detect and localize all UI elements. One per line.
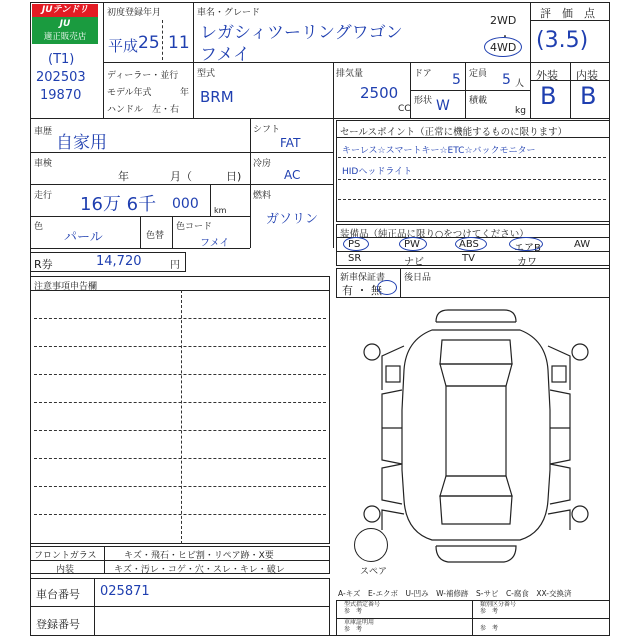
reg-label: 登録番号 — [36, 618, 80, 631]
meta-num1: 202503 — [36, 70, 86, 85]
note2-label: 参 考 — [480, 625, 499, 632]
handle-label: ハンドル 左・右 — [107, 105, 180, 115]
model-year-unit: 年 — [180, 88, 190, 98]
equip-abs: ABS — [459, 239, 479, 250]
color-label: 色 — [34, 222, 44, 232]
car-name-label: 車名・グレード — [197, 8, 261, 18]
mileage-extra: 000 — [172, 196, 199, 212]
damage-legend: A-キズ E-エクボ U-凹み W-補修跡 S-サビ C-腐食 XX-交換済 — [338, 589, 572, 598]
ju-logo — [32, 4, 98, 44]
meta-code: (T1) — [48, 52, 75, 67]
drive-4wd-circle — [484, 37, 522, 57]
equip-airbag-circle — [509, 237, 543, 251]
return-label: 後日品 — [404, 273, 432, 283]
warranty-none-circle — [377, 280, 397, 295]
color-change-label: 色替 — [146, 231, 165, 241]
shaken-label: 車検 — [34, 159, 53, 169]
equip-leather: カワ — [517, 257, 537, 268]
spare-label: スペア — [360, 567, 388, 577]
type-value: BRM — [200, 88, 234, 106]
ext-label: 外装 — [536, 69, 558, 82]
shift-label: シフト — [253, 125, 281, 135]
shape-label: 形状 — [414, 96, 433, 106]
first-reg-era: 平成 — [108, 37, 139, 55]
drive-2wd: 2WD — [490, 14, 517, 27]
spare-tire-circle — [354, 528, 388, 562]
equip-sr: SR — [348, 253, 362, 264]
capacity-label: 定員 — [469, 69, 488, 79]
km-unit: km — [214, 206, 227, 215]
dealer-label: ディーラー・並行 — [107, 71, 179, 81]
chassis-value: 025871 — [100, 584, 150, 599]
drive-4wd: 4WD — [490, 41, 517, 54]
recycle-value: 14,720 — [96, 254, 142, 269]
car-name: レガシィツーリングワゴン — [200, 23, 403, 43]
model-year-label: モデル年式 — [107, 88, 152, 98]
fuel-label: 燃料 — [253, 191, 272, 201]
cc-unit: CC — [398, 104, 411, 114]
ac-label: 冷房 — [253, 159, 272, 169]
drive-dot: ・ — [500, 32, 510, 43]
usage-label: 車歴 — [34, 127, 53, 137]
ac-value: AC — [284, 168, 301, 182]
equip-airbag: エアB — [514, 243, 541, 254]
equipment-title: 装備品（純正品に限り○をつけてください） — [340, 229, 529, 240]
logo-brand: JUテンドリ — [32, 4, 98, 17]
equip-tv: TV — [462, 253, 475, 264]
recycle-label: R券 — [34, 258, 53, 271]
shape-value: W — [436, 98, 450, 114]
load-label: 積載 — [469, 96, 488, 106]
capacity-value: 5 — [502, 72, 511, 88]
warranty-value: 有 ・ 無 — [342, 284, 382, 297]
color-value: パール — [64, 230, 103, 245]
door-label: ドア — [414, 69, 432, 79]
displacement-value: 2500 — [360, 84, 399, 102]
cert-label: 型式指定番号 参 考 — [344, 601, 381, 615]
meta-num2: 19870 — [40, 88, 82, 103]
warranty-label: 新車保証書 — [340, 273, 386, 283]
door-value: 5 — [452, 72, 461, 88]
recycle-unit: 円 — [170, 260, 180, 271]
shift-value: FAT — [280, 136, 301, 150]
usage-value: 自家用 — [56, 133, 107, 153]
shaken-year: 年 — [118, 170, 129, 183]
car-grade: フメイ — [200, 45, 250, 65]
mileage-value: 16万 6千 — [80, 194, 157, 215]
shaken-day: 日) — [226, 170, 242, 183]
ext-score: B — [540, 82, 557, 110]
interior-label: 内装 — [56, 565, 75, 575]
first-reg-label: 初度登録年月 — [107, 8, 162, 18]
equip-pw: PW — [404, 239, 420, 250]
color-code-value: フメイ — [200, 238, 230, 249]
sales-line1: キーレス☆スマートキー☆ETC☆バックモニター — [342, 146, 536, 156]
sales-points-title: セールスポイント（正常に機能するものに限ります） — [340, 127, 568, 138]
front-glass-text: キズ・飛石・ヒビ割・リペア跡・X要 — [124, 551, 274, 561]
capacity-unit: 人 — [515, 79, 525, 89]
shaken-month: 月（ — [170, 170, 192, 183]
first-reg-month: 11 — [168, 33, 190, 53]
notes-box — [30, 276, 330, 544]
garage-cert-label: 車庫証明用 参 考 — [344, 619, 375, 633]
int-label: 内装 — [576, 69, 598, 82]
front-glass-label: フロントガラス — [34, 551, 97, 561]
type-label: 型式 — [197, 69, 216, 79]
equip-ps: PS — [348, 239, 361, 250]
chassis-label: 車台番号 — [36, 588, 80, 601]
eval-score: (3.5) — [536, 28, 589, 53]
kg-unit: kg — [515, 106, 526, 116]
equip-navi: ナビ — [404, 257, 424, 268]
car-diagram — [346, 300, 606, 568]
first-reg-year: 25 — [138, 33, 160, 53]
sales-line2: HIDヘッドライト — [342, 167, 413, 177]
mileage-label: 走行 — [34, 191, 53, 201]
equip-abs-circle — [455, 237, 487, 251]
color-code-label: 色コード — [176, 222, 213, 232]
equip-pw-circle — [399, 237, 427, 251]
displacement-label: 排気量 — [336, 69, 364, 79]
class-label: 類別区分番号 参 考 — [480, 601, 517, 615]
equip-aw: AW — [574, 239, 591, 250]
interior-text: キズ・汚レ・コゲ・穴・スレ・キレ・破レ — [114, 565, 285, 575]
logo-sub: 適正販売店 — [32, 31, 98, 44]
eval-label: 評 価 点 — [540, 7, 595, 20]
fuel-value: ガソリン — [266, 212, 319, 227]
equip-ps-circle — [343, 237, 369, 251]
notes-title: 注意事項申告欄 — [34, 282, 98, 292]
int-score: B — [580, 82, 597, 110]
logo-ju: JU — [32, 17, 98, 31]
